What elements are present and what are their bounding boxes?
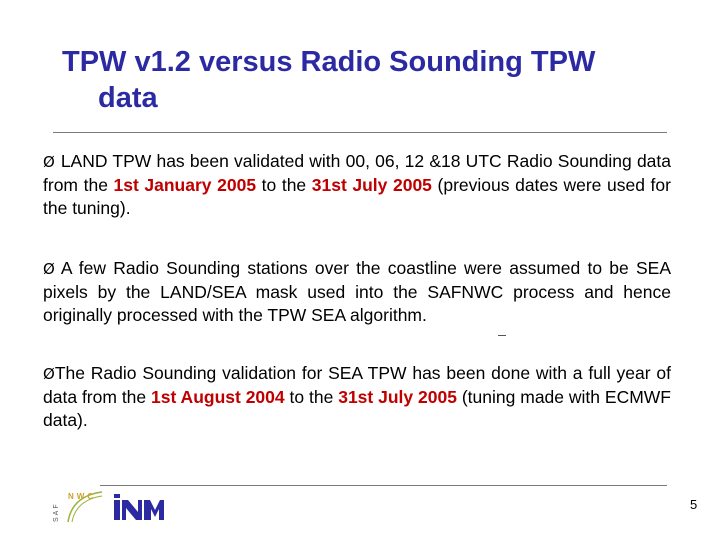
saf-logo-side-letters: SAF: [53, 502, 60, 522]
footer-divider: [100, 485, 667, 486]
saf-logo-nwc-letters: NWC: [68, 492, 97, 501]
highlighted-date: 31st July 2005: [311, 175, 432, 195]
bullet-arrow-icon: Ø: [43, 365, 55, 383]
bullet-arrow-icon: Ø: [43, 153, 55, 171]
bullet-text-run: The Radio Sounding validation for SEA TPW has been done with a full year of data from the: [43, 363, 671, 407]
inm-logo-text: INM: [112, 490, 114, 491]
bullet-paragraph-2: [43, 257, 671, 327]
bullet-text-run: LAND TPW has been validated with 00, 06, 12 &18 UTC Radio Sounding data from the: [43, 151, 671, 195]
saf-nwc-logo: [54, 488, 106, 524]
bullet-paragraph-3: [43, 362, 671, 432]
slide-title-line1: TPW v1.2 versus Radio Sounding TPW: [62, 46, 596, 78]
bullet-text-run: (previous dates were used for the tuning).: [43, 175, 671, 218]
stray-dash-mark: [498, 335, 506, 336]
highlighted-date: 1st August 2004: [151, 387, 285, 407]
bullet-3-text: [43, 363, 671, 430]
inm-logo: [112, 490, 166, 522]
bullet-text-run: (tuning made with ECMWF data).: [43, 387, 671, 430]
highlighted-date: 31st July 2005: [338, 387, 457, 407]
highlighted-date: 1st January 2005: [113, 175, 257, 195]
bullet-text-run: to the: [256, 175, 312, 195]
title-divider: [53, 132, 667, 133]
bullet-1-text: [43, 151, 671, 218]
bullet-text-run: A few Radio Sounding stations over the coastline were assumed to be SEA pixels by the LAND/SEA mask used into the SAFNWC process and hence originally processed with the TPW SEA algorithm.: [43, 258, 671, 325]
bullet-2-text: [43, 258, 671, 325]
bullet-arrow-icon: Ø: [43, 260, 55, 278]
slide-title: [62, 44, 682, 116]
bullet-text-run: to the: [284, 387, 339, 407]
slide-title-line2: data: [98, 82, 158, 114]
page-number: 5: [690, 497, 698, 512]
bullet-paragraph-1: [43, 150, 671, 220]
